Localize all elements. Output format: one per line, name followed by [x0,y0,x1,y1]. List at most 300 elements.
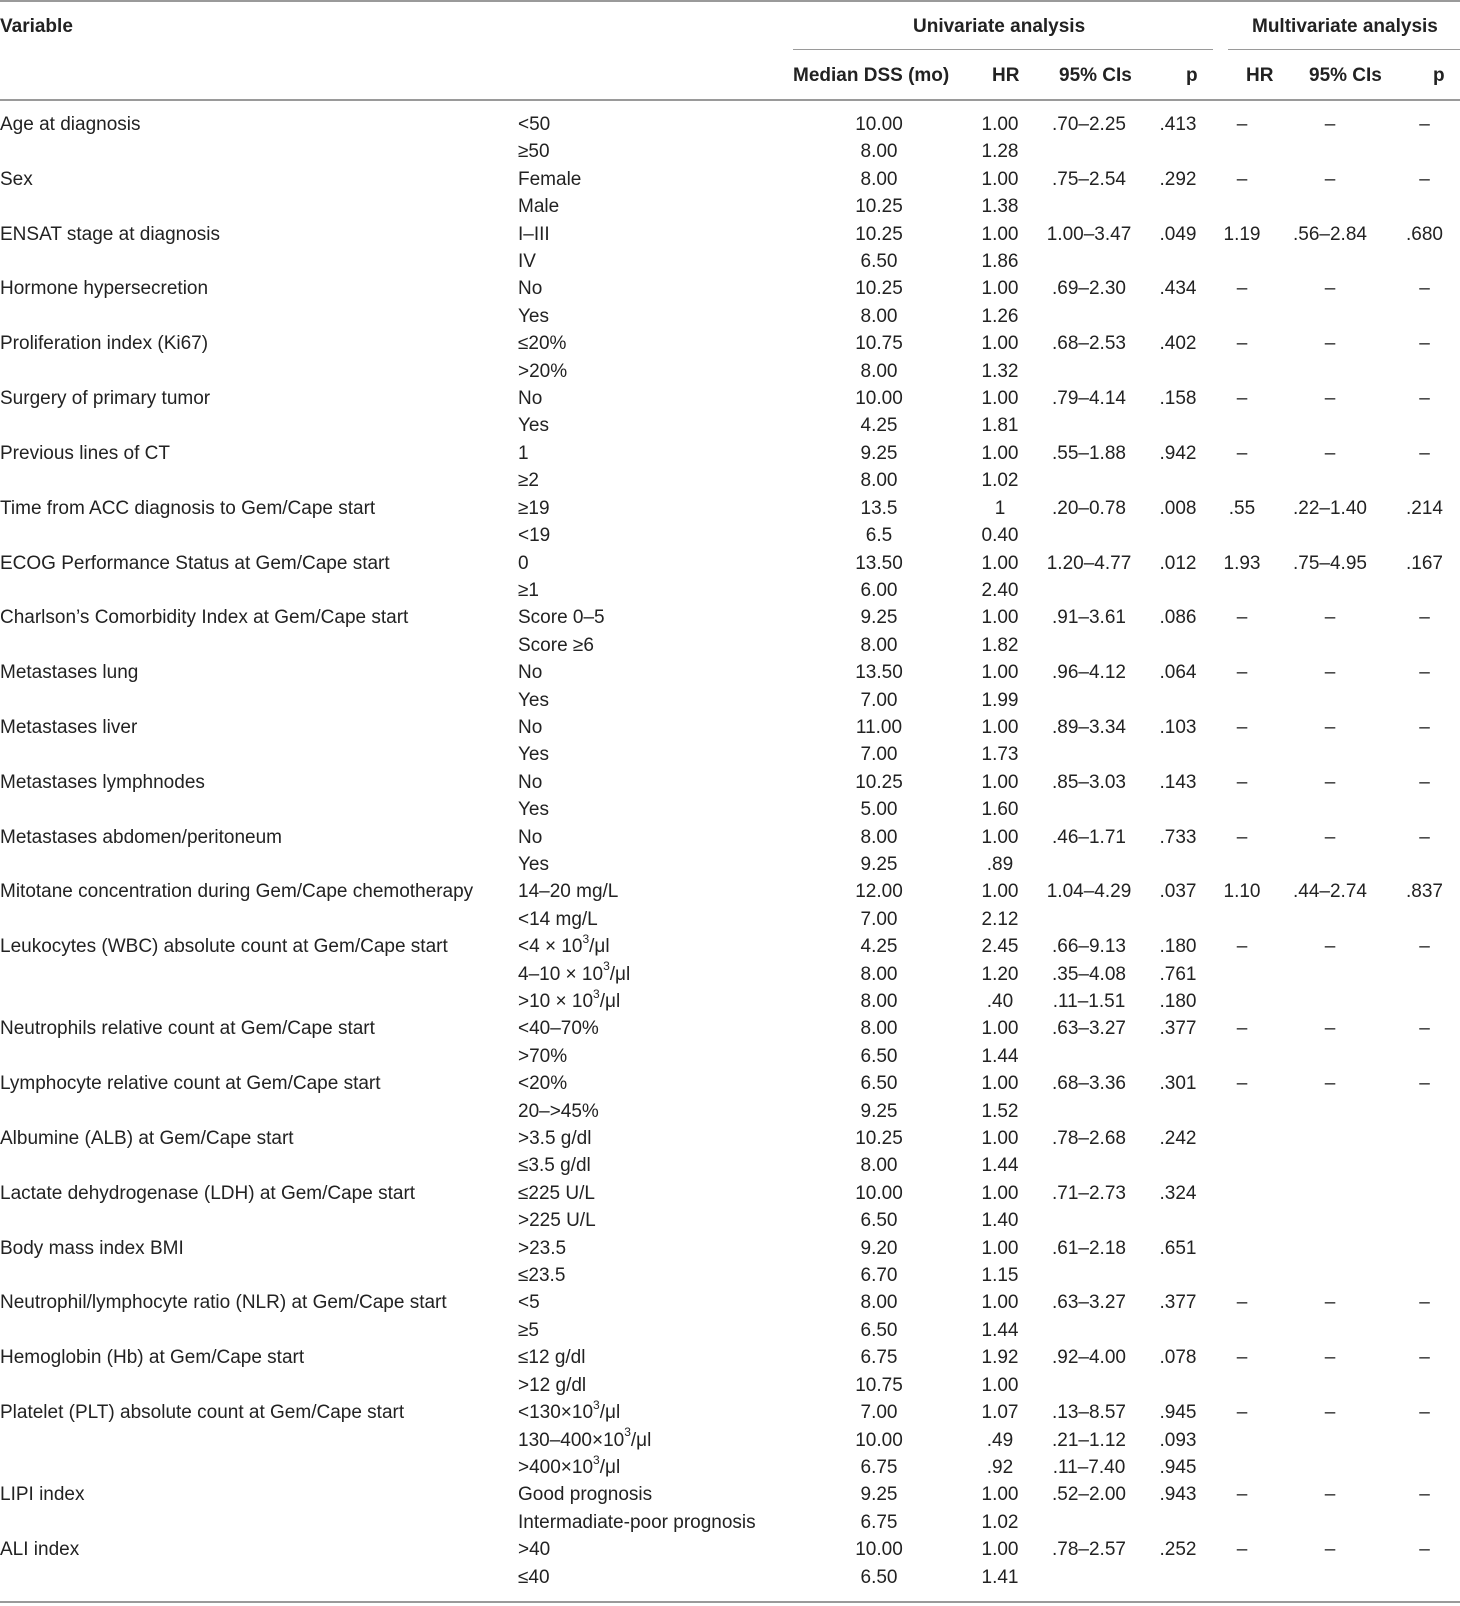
level-cell: No [518,662,543,684]
multi-ci-cell: – [1324,826,1336,848]
multi-p-cell: – [1419,716,1430,738]
multi-p-cell: – [1419,1539,1430,1561]
median-dss-cell: 9.25 [860,442,898,464]
median-dss-cell: 9.25 [860,853,898,875]
multi-hr-cell: – [1236,1484,1248,1506]
hr-cell: 1.00 [981,1128,1019,1150]
median-dss-cell: 10.25 [855,278,903,300]
multi-p-cell: – [1419,1347,1430,1369]
hr-cell: 1.20 [981,963,1019,985]
ci-cell [1035,741,1143,768]
variable-cell [0,1317,518,1344]
table-row [0,440,1460,467]
multi-ci-cell [1271,632,1389,659]
multi-p-cell [1389,138,1460,165]
hr-cell: .40 [986,991,1014,1012]
univariate-rule [793,49,1213,50]
variable-cell: Neutrophils relative count at Gem/Cape start [0,1018,375,1040]
multi-ci-cell: – [1324,1484,1336,1506]
header-median-dss: Median DSS (mo) [793,65,950,86]
multivariate-rule [1228,49,1460,50]
variable-cell [0,796,518,823]
multi-hr-cell: – [1236,168,1248,190]
p-cell [1143,193,1213,220]
table-row [0,303,1460,330]
variable-cell: Metastases abdomen/peritoneum [0,826,282,848]
table-row [0,577,1460,604]
level-cell: Yes [518,744,549,766]
level-cell: Yes [518,689,549,711]
p-cell: .180 [1159,991,1197,1012]
median-dss-cell: 8.00 [860,305,898,327]
multi-hr-cell [1213,1125,1271,1152]
variable-cell [0,851,518,878]
level-cell: Intermadiate-poor prognosis [518,1511,756,1533]
level-cell: <5 [518,1292,540,1314]
multi-p-cell [1389,1180,1460,1207]
results-table [0,111,1460,1591]
median-dss-cell: 8.00 [860,360,898,382]
multi-p-cell [1389,1427,1460,1454]
variable-cell [0,138,518,165]
multi-ci-cell: – [1324,716,1336,738]
p-cell [1143,248,1213,275]
multi-ci-cell [1271,796,1389,823]
multi-ci-cell: – [1324,1402,1336,1424]
ci-cell: .13–8.57 [1052,1402,1126,1424]
table-row [0,412,1460,439]
hr-cell: 2.40 [981,579,1019,601]
hr-cell: 1.81 [981,415,1019,437]
hr-cell: 1.00 [981,388,1019,410]
multi-p-cell: – [1419,662,1430,684]
multi-hr-cell [1213,358,1271,385]
multi-ci-cell [1271,988,1389,1015]
hr-cell: 1.00 [981,1539,1019,1561]
ci-cell: .79–4.14 [1052,388,1126,410]
multi-p-cell [1389,796,1460,823]
multi-ci-cell: – [1324,168,1336,190]
variable-cell [0,632,518,659]
p-cell: .049 [1159,223,1197,245]
hr-cell: 1.00 [981,881,1019,903]
p-cell: .037 [1159,881,1197,903]
table-row [0,961,1460,988]
variable-cell: Hormone hypersecretion [0,278,209,300]
p-cell [1143,1043,1213,1070]
p-cell: .943 [1159,1484,1197,1506]
table-row [0,878,1460,905]
multi-p-cell: – [1419,607,1430,629]
ci-cell [1035,687,1143,714]
table-row [0,1289,1460,1316]
hr-cell: 1.00 [981,826,1019,848]
multi-hr-cell [1213,1564,1271,1591]
ci-cell: 1.00–3.47 [1046,223,1132,245]
multi-hr-cell: 1.93 [1223,552,1261,574]
multi-hr-cell [1213,303,1271,330]
multi-ci-cell: .75–4.95 [1293,552,1367,574]
multi-p-cell: – [1419,388,1430,410]
p-cell [1143,1509,1213,1536]
median-dss-cell: 10.75 [855,333,903,355]
multi-hr-cell [1213,1180,1271,1207]
ci-cell: 1.04–4.29 [1046,881,1132,903]
table-row [0,769,1460,796]
median-dss-cell: 12.00 [855,881,903,903]
multi-ci-cell: – [1324,388,1336,410]
multi-hr-cell: 1.19 [1223,223,1261,245]
level-cell: >3.5 g/dl [518,1128,592,1150]
level-cell: No [518,771,543,793]
header-variable: Variable [0,16,73,37]
multi-ci-cell: .22–1.40 [1293,497,1367,519]
multi-p-cell: .837 [1406,881,1443,903]
level-cell: No [518,716,543,738]
level-cell: ≤40 [518,1566,550,1588]
multi-hr-cell [1213,851,1271,878]
multi-hr-cell [1213,1235,1271,1262]
level-cell: Good prognosis [518,1484,653,1506]
multi-hr-cell: – [1236,936,1248,958]
level-cell: 20–>45% [518,1100,599,1122]
multi-hr-cell: – [1236,826,1248,848]
multi-p-cell [1389,1152,1460,1179]
p-cell: .301 [1159,1073,1197,1095]
table-row [0,659,1460,686]
variable-cell [0,687,518,714]
ci-cell [1035,1262,1143,1289]
variable-cell [0,577,518,604]
median-dss-cell: 10.75 [855,1374,903,1396]
multi-ci-cell [1271,687,1389,714]
hr-cell: .89 [986,853,1014,875]
multi-p-cell [1389,1043,1460,1070]
hr-cell: 1.73 [981,744,1019,766]
variable-cell: Metastases lymphnodes [0,771,205,793]
multi-p-cell [1389,467,1460,494]
ci-cell [1035,303,1143,330]
hr-cell: 1.41 [981,1566,1019,1588]
table-row [0,495,1460,522]
ci-cell: .11–7.40 [1052,1456,1126,1478]
median-dss-cell: 13.50 [855,552,903,574]
table-row [0,193,1460,220]
header-univariate: Univariate analysis [913,16,1086,37]
multi-hr-cell [1213,1152,1271,1179]
multi-p-cell [1389,303,1460,330]
variable-cell: Body mass index BMI [0,1237,184,1259]
ci-cell: .91–3.61 [1052,607,1126,629]
multi-hr-cell: – [1236,114,1248,135]
multi-ci-cell [1271,467,1389,494]
multi-ci-cell [1271,1098,1389,1125]
table-row [0,1344,1460,1371]
hr-cell: 1.86 [981,251,1019,273]
median-dss-cell: 8.00 [860,963,898,985]
multi-p-cell: .214 [1406,497,1443,519]
level-cell: <20% [518,1073,568,1095]
p-cell: .064 [1159,662,1197,684]
multi-hr-cell: – [1236,607,1248,629]
median-dss-cell: 8.00 [860,141,898,163]
ci-cell [1035,138,1143,165]
multi-hr-cell: – [1236,662,1248,684]
p-cell [1143,741,1213,768]
median-dss-cell: 6.50 [860,1073,898,1095]
multi-ci-cell: – [1324,1018,1336,1040]
table-row [0,687,1460,714]
ci-cell: .66–9.13 [1052,936,1126,958]
hr-cell: 1.00 [981,278,1019,300]
table-row [0,1152,1460,1179]
multi-ci-cell [1271,248,1389,275]
multi-hr-cell [1213,741,1271,768]
level-cell: <40–70% [518,1018,599,1040]
ci-cell [1035,1509,1143,1536]
hr-cell: 1.02 [981,470,1019,492]
header-hr: HR [992,65,1020,86]
p-cell [1143,1372,1213,1399]
multi-p-cell [1389,1564,1460,1591]
level-cell: Score 0–5 [518,607,605,629]
multi-hr-cell: – [1236,333,1248,355]
p-cell [1143,1207,1213,1234]
variable-cell: LIPI index [0,1484,85,1506]
ci-cell: 1.20–4.77 [1046,552,1132,574]
median-dss-cell: 11.00 [855,716,903,738]
multi-p-cell [1389,1454,1460,1481]
multi-ci-cell [1271,1235,1389,1262]
ci-cell [1035,851,1143,878]
table-row [0,1235,1460,1262]
variable-cell [0,1564,518,1591]
p-cell: .942 [1159,442,1197,464]
variable-cell: Metastases lung [0,662,139,684]
level-cell: ≤225 U/L [518,1182,595,1204]
p-cell [1143,303,1213,330]
ci-cell: .68–2.53 [1052,333,1126,355]
level-cell: $<130\times 10^3/\mu l$ [518,1397,621,1424]
variable-cell: Metastases liver [0,716,138,738]
table-row [0,138,1460,165]
ci-cell: .68–3.36 [1052,1073,1126,1095]
p-cell: .078 [1159,1347,1197,1369]
table-row [0,988,1460,1015]
ci-cell [1035,1043,1143,1070]
ci-cell: .63–3.27 [1052,1018,1126,1040]
level-cell: Yes [518,415,549,437]
ci-cell: .55–1.88 [1052,442,1126,464]
multi-p-cell [1389,741,1460,768]
multi-hr-cell [1213,687,1271,714]
p-cell [1143,467,1213,494]
table-row [0,1509,1460,1536]
hr-cell: 2.12 [981,908,1019,930]
multi-ci-cell: – [1324,333,1336,355]
p-cell [1143,1564,1213,1591]
median-dss-cell: 13.50 [855,662,903,684]
hr-cell: 1.00 [981,1484,1019,1506]
multi-ci-cell [1271,1509,1389,1536]
variable-cell: ECOG Performance Status at Gem/Cape start [0,552,390,574]
hr-cell: 1.38 [981,196,1019,218]
bottom-rule [0,1601,1460,1603]
table-row [0,166,1460,193]
table-row [0,522,1460,549]
hr-cell: 1.00 [981,1292,1019,1314]
hr-cell: 1.00 [981,662,1019,684]
ci-cell: .52–2.00 [1052,1484,1126,1506]
hr-cell: 1.82 [981,634,1019,656]
multi-p-cell: – [1419,1484,1430,1506]
table-row [0,248,1460,275]
p-cell: .008 [1159,497,1197,519]
hr-cell: 1.00 [981,1073,1019,1095]
multi-p-cell: – [1419,1402,1430,1424]
median-dss-cell: 8.00 [860,1155,898,1177]
p-cell [1143,1317,1213,1344]
hr-cell: 1.00 [981,716,1019,738]
variable-cell [0,961,518,988]
multi-p-cell [1389,193,1460,220]
multi-hr-cell: – [1236,1402,1248,1424]
level-cell: No [518,826,543,848]
table-row [0,467,1460,494]
multi-p-cell [1389,851,1460,878]
median-dss-cell: 8.00 [860,1292,898,1314]
variable-cell [0,1152,518,1179]
variable-cell [0,988,518,1015]
level-cell: <19 [518,525,551,547]
ci-cell [1035,577,1143,604]
multi-p-cell: – [1419,771,1430,793]
table-row [0,1207,1460,1234]
p-cell: .093 [1159,1429,1197,1451]
multi-ci-cell: – [1324,771,1336,793]
multi-ci-cell: – [1324,607,1336,629]
level-cell: >23.5 [518,1237,567,1259]
table-row [0,796,1460,823]
level-cell: 14–20 mg/L [518,881,619,903]
multi-hr-cell: 1.10 [1223,881,1261,903]
multi-p-cell [1389,1207,1460,1234]
p-cell [1143,632,1213,659]
multi-hr-cell [1213,193,1271,220]
p-cell: .292 [1159,168,1197,190]
level-cell: Score ≥6 [518,634,594,656]
level-cell: ≤20% [518,333,567,355]
level-cell: 1 [518,442,529,464]
multi-ci-cell: – [1324,278,1336,300]
table-row [0,1180,1460,1207]
median-dss-cell: 10.00 [855,388,903,410]
multi-p-cell [1389,1372,1460,1399]
multi-p-cell [1389,248,1460,275]
variable-cell [0,522,518,549]
variable-cell [0,1509,518,1536]
ci-cell [1035,248,1143,275]
multi-hr-cell [1213,1207,1271,1234]
level-cell: ≥1 [518,579,539,601]
header-multi-ci: 95% CIs [1309,65,1382,86]
ci-cell: .20–0.78 [1052,497,1126,519]
multi-hr-cell [1213,1427,1271,1454]
multi-p-cell: – [1419,442,1430,464]
variable-cell: Surgery of primary tumor [0,388,211,410]
table-row [0,275,1460,302]
level-cell: I–III [518,223,550,245]
median-dss-cell: 6.50 [860,251,898,273]
table-row [0,1098,1460,1125]
variable-cell [0,1098,518,1125]
table-row [0,933,1460,960]
p-cell: .377 [1159,1292,1197,1314]
median-dss-cell: 10.25 [855,196,903,218]
multi-hr-cell [1213,1043,1271,1070]
hr-cell: 1.00 [981,1182,1019,1204]
median-dss-cell: 6.50 [860,1319,898,1341]
median-dss-cell: 13.5 [860,497,898,519]
hr-cell: 1.52 [981,1100,1019,1122]
median-dss-cell: 8.00 [860,1018,898,1040]
multi-hr-cell: – [1236,1018,1248,1040]
median-dss-cell: 6.70 [860,1265,898,1287]
variable-cell [0,1262,518,1289]
variable-cell: Leukocytes (WBC) absolute count at Gem/Cape start [0,936,448,958]
multi-ci-cell [1271,1125,1389,1152]
p-cell: .945 [1159,1456,1197,1478]
variable-cell [0,741,518,768]
median-dss-cell: 10.00 [855,1182,903,1204]
median-dss-cell: 6.75 [860,1456,898,1478]
median-dss-cell: 5.00 [860,799,898,821]
hr-cell: 1.44 [981,1155,1019,1177]
level-cell: ≥2 [518,470,539,492]
variable-cell [0,467,518,494]
median-dss-cell: 7.00 [860,908,898,930]
multi-p-cell [1389,1098,1460,1125]
median-dss-cell: 6.75 [860,1347,898,1369]
p-cell [1143,358,1213,385]
multi-hr-cell [1213,961,1271,988]
p-cell: .012 [1159,552,1197,574]
multi-p-cell [1389,988,1460,1015]
multi-hr-cell [1213,467,1271,494]
hr-cell: 1.44 [981,1319,1019,1341]
p-cell: .402 [1159,333,1197,355]
median-dss-cell: 6.50 [860,1045,898,1067]
variable-cell: Age at diagnosis [0,114,141,135]
multi-p-cell [1389,1235,1460,1262]
p-cell: .252 [1159,1539,1197,1561]
multi-hr-cell [1213,138,1271,165]
ci-cell: .61–2.18 [1052,1237,1126,1259]
p-cell [1143,1262,1213,1289]
multi-p-cell: – [1419,1018,1430,1040]
variable-cell [0,412,518,439]
p-cell: .158 [1159,388,1197,410]
multi-ci-cell [1271,358,1389,385]
hr-cell: 1.00 [981,771,1019,793]
multi-p-cell: .680 [1406,223,1443,245]
p-cell: .651 [1159,1237,1197,1259]
ci-cell: .78–2.68 [1052,1128,1126,1150]
table-row [0,1372,1460,1399]
hr-cell: 1.00 [981,607,1019,629]
multi-ci-cell: – [1324,442,1336,464]
level-cell: >40 [518,1539,551,1561]
